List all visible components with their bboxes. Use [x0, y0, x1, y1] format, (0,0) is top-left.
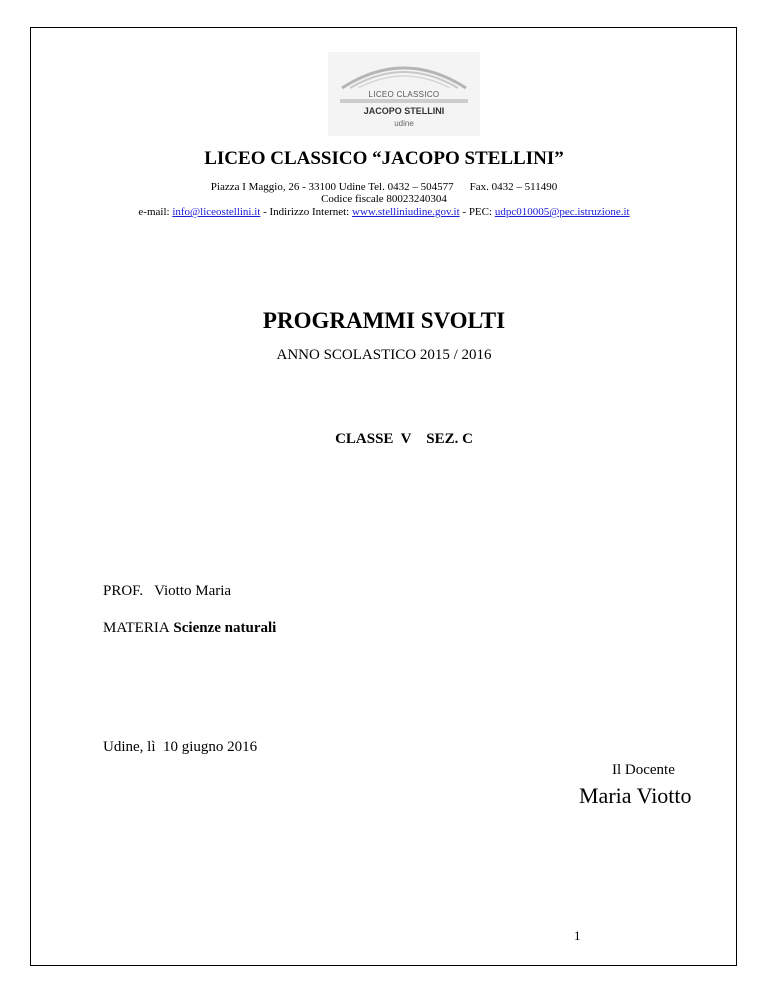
logo-line-2: JACOPO STELLINI	[363, 106, 445, 116]
fax: Fax. 0432 – 511490	[469, 181, 558, 193]
materia-label: MATERIA	[103, 620, 170, 636]
email-label: e-mail:	[138, 206, 173, 218]
email-link[interactable]: info@liceostellini.it	[172, 206, 261, 218]
school-logo	[328, 52, 480, 136]
address: Piazza I Maggio, 26 - 33100 Udine Tel. 0432 – 504577	[210, 181, 454, 193]
pec-link[interactable]: udpc010005@pec.istruzione.it	[494, 206, 630, 218]
logo-line-1: LICEO CLASSICO	[368, 90, 440, 99]
address-line	[0, 181, 768, 193]
website-link[interactable]: www.stelliniudine.gov.it	[352, 206, 460, 218]
codice-fiscale: Codice fiscale 80023240304	[321, 193, 447, 205]
contacts-line	[0, 206, 768, 218]
internet-label: - Indirizzo Internet:	[260, 206, 352, 218]
signer-role: Il Docente	[612, 762, 675, 778]
pec-label: - PEC:	[459, 206, 495, 218]
prof-label: PROF.	[103, 583, 144, 599]
school-year: ANNO SCOLASTICO 2015 / 2016	[276, 347, 492, 363]
place-date: Udine, lì 10 giugno 2016	[103, 739, 258, 755]
page-number: 1	[574, 928, 581, 943]
logo-line-3: udine	[394, 119, 414, 128]
signer-name: Maria Viotto	[579, 783, 692, 808]
prof-name: Viotto Maria	[154, 583, 232, 599]
subject-field	[103, 620, 276, 637]
school-name: LICEO CLASSICO “JACOPO STELLINI”	[204, 148, 564, 169]
document-title: PROGRAMMI SVOLTI	[262, 308, 506, 333]
materia-value: Scienze naturali	[173, 620, 277, 636]
class-section: CLASSE V SEZ. C	[335, 431, 473, 447]
professor-field	[103, 583, 231, 600]
